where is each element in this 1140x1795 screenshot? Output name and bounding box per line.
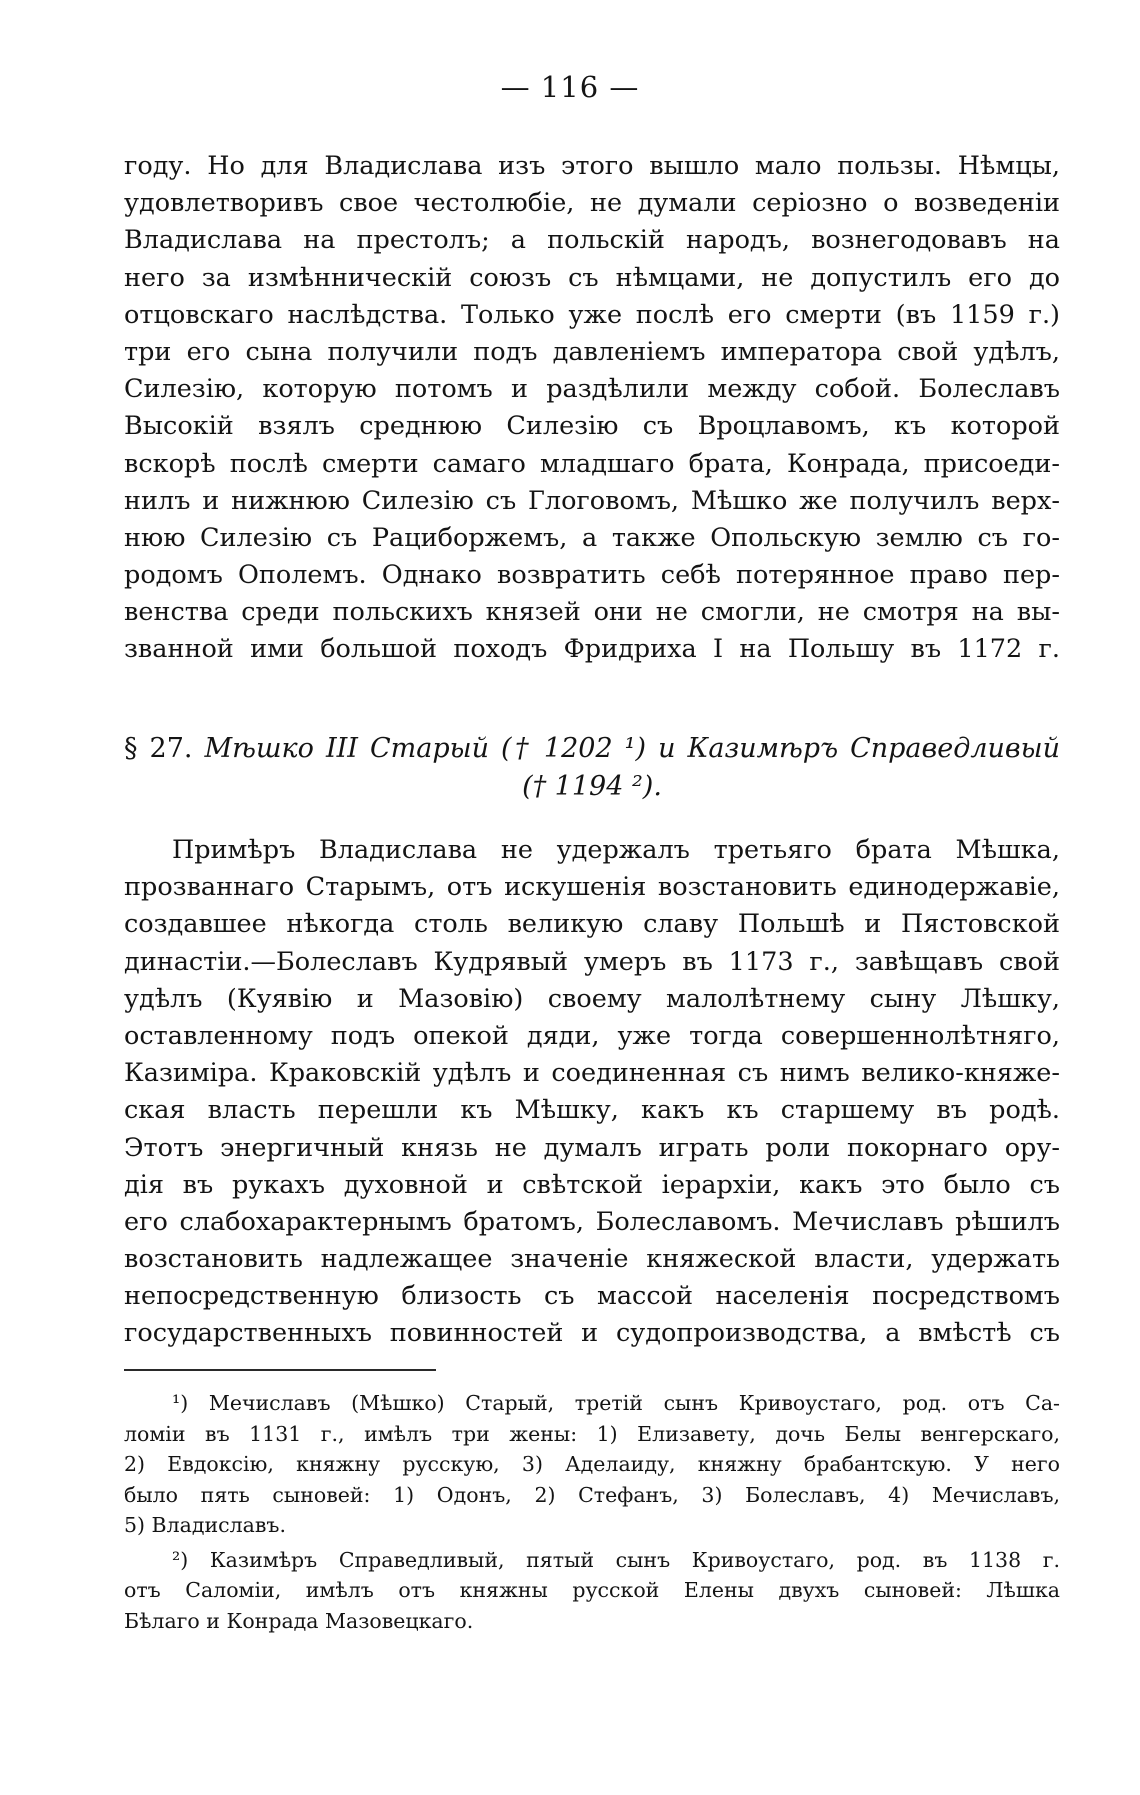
text-line: званной ими большой походъ Фридриха I на Польшу въ 1172 г. [124, 634, 1060, 665]
section-title-part: († 1202 ¹) [501, 733, 647, 764]
text-line: возстановить надлежащее значеніе княжеской власти, удержать [124, 1244, 1060, 1275]
page-number: — 116 — [500, 70, 640, 104]
section-title-part: Мѣшко III Старый [204, 733, 489, 764]
text-line: венства среди польскихъ князей они не смогли, не смотря на вы- [124, 597, 1060, 628]
section-heading-line: († 1194 ²). [522, 771, 662, 802]
text-line: родомъ Ополемъ. Однако возвратить себѣ потерянное право пер- [124, 560, 1060, 591]
footnote-line: 5) Владиславъ. [124, 1513, 286, 1537]
footnote-line: ¹) Мечиславъ (Мѣшко) Старый, третій сынъ Кривоустаго, род. отъ Са- [172, 1391, 1060, 1415]
text-line: три его сына получили подъ давленіемъ императора свой удѣлъ, [124, 336, 1060, 367]
text-line: Примѣръ Владислава не удержалъ третьяго брата Мѣшка, [172, 835, 1060, 865]
section-heading-line [124, 730, 1060, 768]
footnote-line: ²) Казимѣръ Справедливый, пятый сынъ Кривоустаго, род. въ 1138 г. [172, 1547, 1060, 1572]
text-line: году. Но для Владислава изъ этого вышло мало пользы. Нѣмцы, [124, 151, 1060, 181]
text-line: создавшее нѣкогда столь великую славу Польшѣ и Пястовской [124, 909, 1060, 940]
paragraph [124, 832, 1060, 1353]
footnotes [124, 1388, 1060, 1636]
text-line: удѣлъ (Куявію и Мазовію) своему малолѣтнему сыну Лѣшку, [124, 983, 1060, 1014]
text-line: нилъ и нижнюю Силезію съ Глоговомъ, Мѣшко же получилъ верх- [124, 485, 1060, 516]
footnote-line: 2) Евдоксію, княжну русскую, 3) Аделаиду, княжну брабантскую. У него [124, 1452, 1060, 1476]
text-line: Высокій взялъ среднюю Силезію съ Вроцлавомъ, къ которой [124, 411, 1060, 442]
footnote-divider [124, 1369, 436, 1371]
text-line: ская власть перешли къ Мѣшку, какъ къ старшему въ родѣ. [124, 1095, 1060, 1126]
section-title-part: и [658, 733, 676, 764]
text-line: прозваннаго Старымъ, отъ искушенія возстановить единодержавіе, [124, 872, 1060, 903]
text-line: оставленному подъ опекой дяди, уже тогда совершеннолѣтняго, [124, 1020, 1060, 1051]
text-line: него за измѣнническій союзъ съ нѣмцами, не допустилъ его до [124, 262, 1060, 293]
text-line: государственныхъ повинностей и судопроизводства, а вмѣстѣ съ [124, 1318, 1060, 1349]
text-line: отцовскаго наслѣдства. Только уже послѣ его смерти (въ 1159 г.) [124, 299, 1060, 330]
text-line: его слабохарактернымъ братомъ, Болеславомъ. Мечиславъ рѣшилъ [124, 1206, 1060, 1237]
footnote-line: отъ Саломіи, имѣлъ отъ княжны русской Елены двухъ сыновей: Лѣшка [124, 1578, 1060, 1602]
text-line: дія въ рукахъ духовной и свѣтской іерархіи, какъ это было съ [124, 1169, 1060, 1200]
footnote-line: было пять сыновей: 1) Одонъ, 2) Стефанъ, 3) Болеславъ, 4) Мечиславъ, [124, 1482, 1060, 1507]
text-line: удовлетворивъ свое честолюбіе, не думали серіозно о возведеніи [124, 188, 1060, 219]
footnote-line: ломіи въ 1131 г., имѣлъ три жены: 1) Елизавету, дочь Белы венгерскаго, [124, 1421, 1060, 1446]
text-line: непосредственную близость съ массой населенія посредствомъ [124, 1281, 1060, 1312]
section-title-part: Казимѣръ Справедливый [687, 733, 1061, 764]
paragraph-continued [124, 148, 1060, 669]
text-line: Силезію, которую потомъ и раздѣлили между собой. Болеславъ [124, 374, 1060, 405]
section-heading [124, 730, 1060, 806]
footnote-2 [124, 1545, 1060, 1637]
text-line: Владислава на престолъ; а польскій народъ, вознегодовавъ на [124, 225, 1060, 256]
text-line: Казиміра. Краковскій удѣлъ и соединенная съ нимъ велико-княже- [124, 1058, 1060, 1089]
text-line: Этотъ энергичный князь не думалъ играть роли покорнаго ору- [124, 1132, 1060, 1163]
text-line: нюю Силезію съ Рациборжемъ, а также Опольскую землю съ го- [124, 522, 1060, 553]
text-line: династіи.—Болеславъ Кудрявый умеръ въ 1173 г., завѣщавъ свой [124, 946, 1060, 977]
footnote-line: Бѣлаго и Конрада Мазовецкаго. [124, 1608, 474, 1633]
text-line: вскорѣ послѣ смерти самаго младшаго брата, Конрада, присоеди- [124, 448, 1060, 479]
section-number: § 27. [124, 733, 193, 764]
footnote-1 [124, 1388, 1060, 1541]
